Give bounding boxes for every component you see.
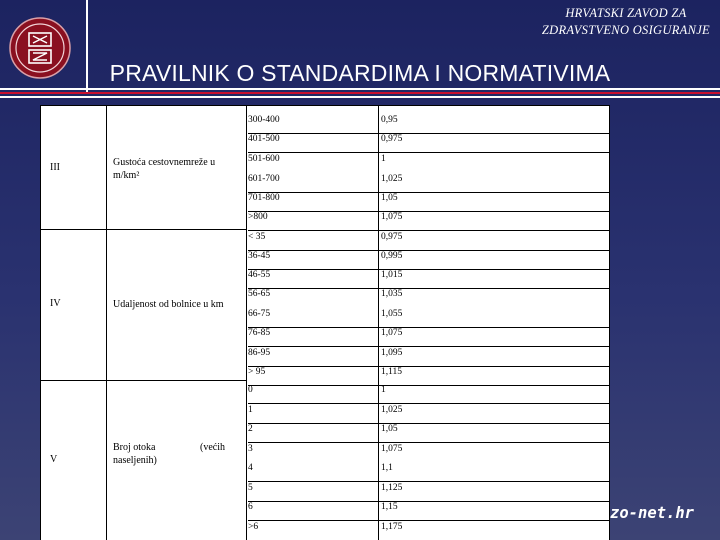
range-cell: < 35 [248,232,266,242]
range-cell: >800 [248,212,268,222]
site-url: zo-net.hr [610,504,694,522]
table-row [248,171,610,191]
range-cell: 46-55 [248,270,271,280]
table-row [248,112,610,132]
range-cell: >6 [248,522,259,532]
range-cell: 5 [248,483,253,493]
table-row [248,441,610,461]
range-cell: 86-95 [248,348,271,358]
factor-cell: 1 [381,385,386,395]
factor-cell: 1,115 [381,367,403,377]
range-cell: 4 [248,463,253,473]
range-cell: > 95 [248,367,266,377]
range-cell: 56-65 [248,289,271,299]
page-title: PRAVILNIK O STANDARDIMA I NORMATIVIMA [109,60,611,86]
header-rule-white [0,88,720,90]
organization-name [542,5,710,39]
range-cell: 66-75 [248,309,271,319]
table-row [248,364,610,384]
range-cell: 501-600 [248,154,280,164]
factor-cell: 1,015 [381,270,403,280]
factor-cell: 1,175 [381,522,403,532]
header-rule-red [0,92,720,94]
criterion-island-count: Broj otoka [113,442,156,453]
table-row [248,267,610,287]
range-cell: 36-45 [248,251,271,261]
category-iv: IV [50,298,61,309]
range-cell: 701-800 [248,193,280,203]
factor-cell: 1,025 [381,174,403,184]
table-row [248,499,610,519]
table-row [248,402,610,422]
category-v: V [50,454,58,465]
table-row [248,248,610,268]
table-row [248,480,610,500]
factor-cell: 1,095 [381,348,403,358]
range-cell: 401-500 [248,134,280,144]
range-cell: 2 [248,424,253,434]
criterion-island-count-extra: (većih [200,442,225,453]
factor-cell: 1,05 [381,424,398,434]
factor-cell: 1,125 [381,483,403,493]
range-cell: 0 [248,385,253,395]
table-row [248,519,610,539]
factor-cell: 1,055 [381,309,403,319]
table-row [248,325,610,345]
header-rule-white-2 [0,96,720,98]
table-row [248,421,610,441]
range-cell: 6 [248,502,253,512]
factor-cell: 1,075 [381,212,403,222]
factor-cell: 1,15 [381,502,398,512]
factor-cell: 1,075 [381,328,403,338]
table-row [248,345,610,365]
factor-cell: 0,95 [381,115,398,125]
range-cell: 76-85 [248,328,271,338]
factor-cell: 1,1 [381,463,393,473]
factor-cell: 1,075 [381,444,403,454]
category-iii: III [50,162,60,173]
range-cell: 1 [248,405,253,415]
criterion-road-density: Gustoća cestovnemreže u m/km² [113,157,216,181]
factor-cell: 1,05 [381,193,398,203]
criterion-island-count-line2: naseljenih) [113,455,157,466]
factor-cell: 1 [381,154,386,164]
table-row [248,209,610,229]
factor-cell: 1,025 [381,405,403,415]
range-cell: 3 [248,444,253,454]
factor-cell: 0,975 [381,232,403,242]
table-row [248,229,610,249]
factor-cell: 1,035 [381,289,403,299]
table-row [248,460,610,480]
factor-cell: 0,995 [381,251,403,261]
factor-cell: 0,975 [381,134,403,144]
org-line-2: ZDRAVSTVENO OSIGURANJE [541,23,710,37]
table-row [248,382,610,402]
criterion-hospital-distance: Udaljenost od bolnice u km [113,299,224,310]
org-line-1: HRVATSKI ZAVOD ZA [565,6,687,20]
table-row [248,286,610,306]
table-row [248,190,610,210]
range-cell: 300-400 [248,115,280,125]
range-cell: 601-700 [248,174,280,184]
table-row [248,306,610,326]
table-row [248,131,610,151]
table-row [248,151,610,171]
